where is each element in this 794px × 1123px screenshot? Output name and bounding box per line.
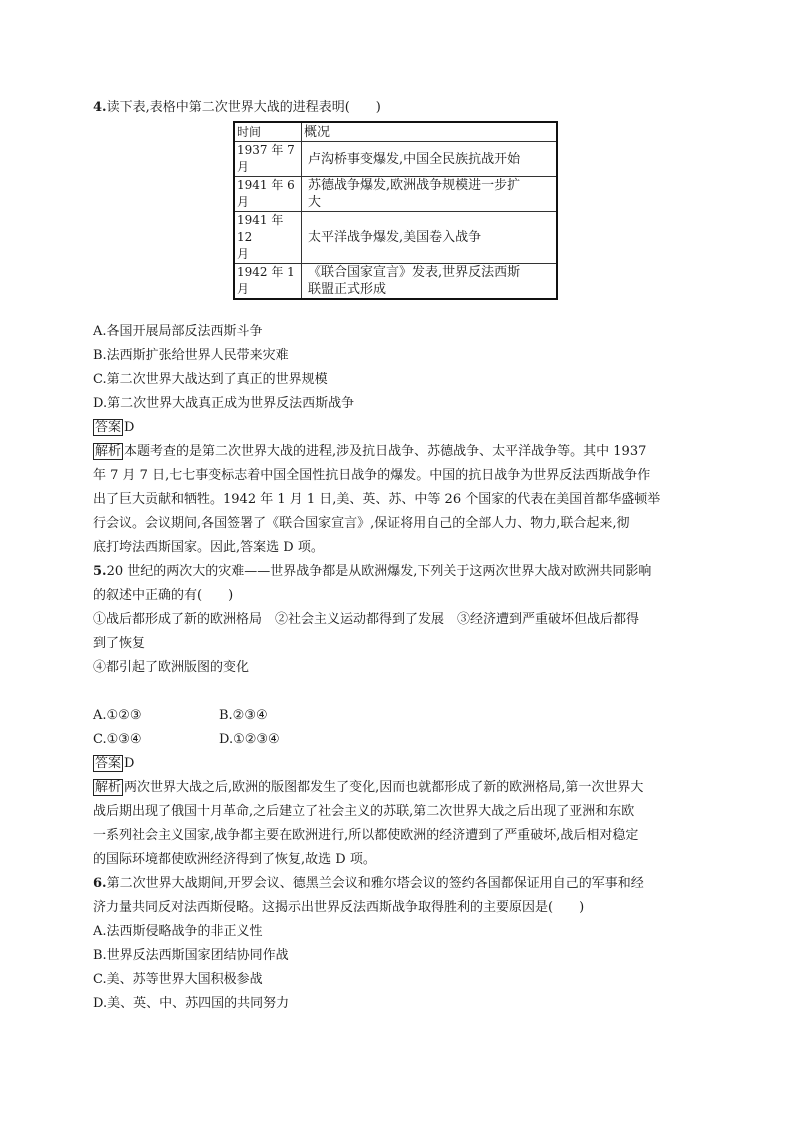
table-cell-time — [234, 177, 302, 212]
q4-analysis-line: 底打垮法西斯国家。因此,答案选 D 项。 — [93, 540, 324, 555]
table-cell-desc — [302, 177, 558, 212]
time-line1: 1937 年 7 — [237, 143, 295, 157]
time-line2: 月 — [237, 247, 250, 261]
table-header-row — [234, 122, 557, 142]
table-header-time: 时间 — [234, 122, 302, 142]
time-line1: 1942 年 1 — [237, 265, 295, 279]
q4-stem — [93, 99, 381, 117]
table-cell-time — [234, 142, 302, 177]
q5-analysis-line — [93, 779, 643, 797]
desc-line1: 苏德战争爆发,欧洲战争规模进一步扩 — [308, 178, 521, 193]
time-line2: 月 — [237, 195, 250, 209]
analysis-text: 本题考查的是第二次世界大战的进程,涉及抗日战争、苏德战争、太平洋战争等。其中 1937 — [124, 444, 647, 459]
table-row — [234, 142, 557, 177]
table-cell-desc — [302, 264, 558, 300]
q5-analysis-line: 的国际环境都使欧洲经济得到了恢复,故选 D 项。 — [93, 852, 376, 867]
q6-option-b: B.世界反法西斯国家团结协同作战 — [93, 948, 289, 963]
q5-analysis-line: 一系列社会主义国家,战争都主要在欧洲进行,所以都使欧洲的经济遭到了严重破坏,战后相对稳定 — [93, 828, 639, 843]
q5-option-c: C.①③④ — [93, 732, 142, 747]
q4-analysis-line: 行会议。会议期间,各国签署了《联合国家宣言》,保证将用自己的全部人力、物力,联合起来,彻 — [93, 516, 630, 531]
answer-tag: 答案 — [95, 420, 122, 435]
q4-option-c: C.第二次世界大战达到了真正的世界规模 — [93, 372, 328, 387]
desc-line2: 联盟正式形成 — [308, 282, 387, 297]
q5-items-line: ④都引起了欧洲版图的变化 — [93, 660, 250, 675]
q4-analysis-line: 年 7 月 7 日,七七事变标志着中国全国性抗日战争的爆发。中国的抗日战争为世界反法西斯战争作 — [93, 468, 651, 483]
q4-analysis-line: 出了巨大贡献和牺牲。1942 年 1 月 1 日,美、英、苏、中等 26 个国家的代表在美国首都华盛顿举 — [93, 492, 661, 507]
table-row — [234, 264, 557, 300]
q5-stem — [93, 563, 651, 581]
time-line2: 月 — [237, 160, 250, 174]
q6-stem-text: 第二次世界大战期间,开罗会议、德黑兰会议和雅尔塔会议的签约各国都保证用自己的军事和经 — [106, 876, 644, 891]
q4-answer — [93, 419, 134, 437]
q5-analysis-line: 战后期出现了俄国十月革命,之后建立了社会主义的苏联,第二次世界大战之后出现了亚洲和东欧 — [93, 804, 635, 819]
q4-table — [233, 121, 558, 300]
time-line2: 月 — [237, 282, 250, 296]
q4-analysis-line — [93, 443, 646, 461]
answer-value: D — [124, 756, 135, 771]
q6-option-c: C.美、苏等世界大国积极参战 — [93, 972, 263, 987]
q5-option-b: B.②③④ — [219, 708, 268, 723]
q5-option-a: A.①②③ — [93, 708, 142, 723]
desc-line1: 太平洋战争爆发,美国卷入战争 — [308, 230, 482, 245]
table-row — [234, 212, 557, 264]
q5-answer — [93, 755, 134, 773]
q6-stem — [93, 875, 644, 893]
q6-number: 6. — [93, 876, 107, 891]
q5-stem-line: 的叙述中正确的有( ) — [93, 588, 234, 603]
q4-option-a: A.各国开展局部反法西斯斗争 — [93, 324, 263, 339]
q4-option-b: B.法西斯扩张给世界人民带来灾难 — [93, 348, 289, 363]
q4-option-d: D.第二次世界大战真正成为世界反法西斯战争 — [93, 396, 355, 411]
q5-stem-text: 20 世纪的两次大的灾难——世界战争都是从欧洲爆发,下列关于这两次世界大战对欧洲共同影响 — [106, 564, 652, 579]
analysis-text: 两次世界大战之后,欧洲的版图都发生了变化,因而也就都形成了新的欧洲格局,第一次世界大 — [124, 780, 644, 795]
answer-value: D — [124, 420, 135, 435]
analysis-tag: 解析 — [95, 444, 122, 459]
analysis-tag: 解析 — [95, 780, 122, 795]
table-header-desc: 概况 — [302, 122, 558, 142]
time-line1: 1941 年 6 — [237, 178, 295, 192]
answer-tag: 答案 — [95, 756, 122, 771]
desc-line1: 卢沟桥事变爆发,中国全民族抗战开始 — [308, 151, 521, 167]
q6-option-a: A.法西斯侵略战争的非正义性 — [93, 924, 263, 939]
time-line1: 1941 年 12 — [237, 213, 284, 244]
q5-items-line: ①战后都形成了新的欧洲格局 ②社会主义运动都得到了发展 ③经济遭到严重破坏但战后都得 — [93, 612, 640, 627]
q5-number: 5. — [93, 564, 107, 579]
table-cell-desc — [302, 212, 558, 264]
q4-stem-text: 读下表,表格中第二次世界大战的进程表明( ) — [106, 100, 381, 115]
desc-line2: 大 — [308, 195, 322, 210]
q4-number: 4. — [93, 100, 107, 115]
table-cell-desc — [302, 142, 558, 177]
q5-option-d: D.①②③④ — [219, 732, 280, 747]
table-cell-time — [234, 212, 302, 264]
table-cell-time — [234, 264, 302, 300]
q5-items-line: 到了恢复 — [93, 636, 146, 651]
table-row — [234, 177, 557, 212]
desc-line1: 《联合国家宣言》发表,世界反法西斯 — [308, 265, 521, 280]
q6-option-d: D.美、英、中、苏四国的共同努力 — [93, 996, 290, 1011]
q6-stem-line: 济力量共同反对法西斯侵略。这揭示出世界反法西斯战争取得胜利的主要原因是( ) — [93, 900, 585, 915]
